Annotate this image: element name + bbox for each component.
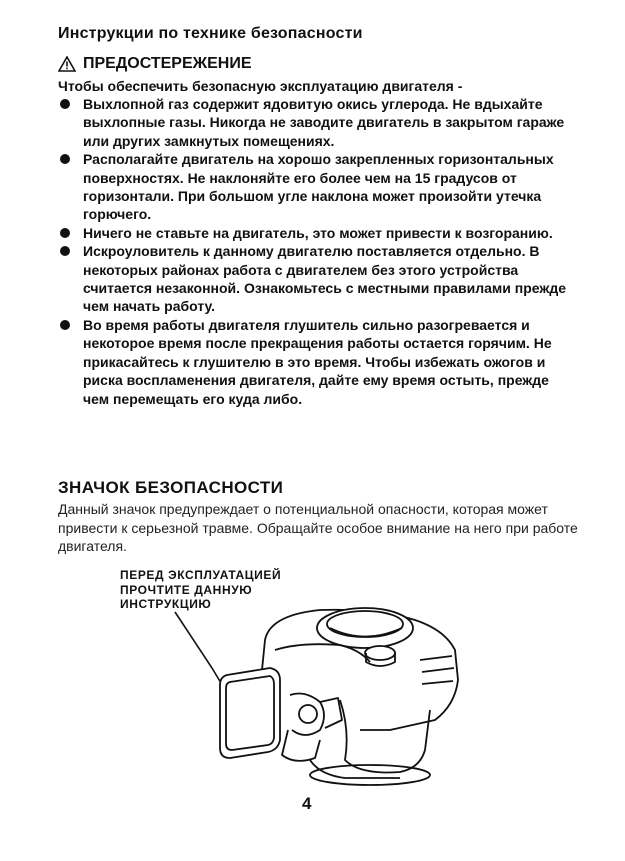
bullet-icon	[60, 320, 70, 330]
warning-triangle-icon	[58, 56, 76, 72]
bullet-icon	[60, 154, 70, 164]
bullet-icon	[60, 246, 70, 256]
engine-illustration	[170, 590, 470, 790]
figure-label: ПЕРЕД ЭКСПЛУАТАЦИЕЙ ПРОЧТИТЕ ДАННУЮ ИНСТРУКЦИЮ	[120, 568, 282, 611]
list-item: Ничего не ставьте на двигатель, это может привести к возгоранию.	[58, 224, 578, 242]
bullet-icon	[60, 228, 70, 238]
warning-title: ПРЕДОСТЕРЕЖЕНИЕ	[83, 55, 252, 72]
safety-sign-text: Данный значок предупреждает о потенциальной опасности, которая может привести к серьезной травме. Обращайте особое внимание на него при работе двигателя.	[58, 501, 578, 554]
page-heading: Инструкции по технике безопасности	[58, 25, 363, 42]
list-item: Во время работы двигателя глушитель сильно разогревается и некоторое время после прекращения работы остается горячим. Не прикасайтесь к глушителю в это время. Чтобы избежать ожогов и риска воспламенения двигателя, дайте ему время остыть, прежде чем перемещать его куда либо.	[58, 316, 578, 408]
warning-heading	[58, 55, 252, 73]
bullet-icon	[60, 99, 70, 109]
list-item: Располагайте двигатель на хорошо закрепленных горизонтальных поверхностях. Не наклоняйте его более чем на 15 градусов от горизонтали. При большом угле наклона может произойти утечка горючего.	[58, 150, 578, 224]
warning-list	[58, 95, 578, 408]
warning-intro: Чтобы обеспечить безопасную эксплуатацию двигателя -	[58, 78, 463, 94]
list-item: Искроуловитель к данному двигателю поставляется отдельно. В некоторых районах работа с двигателем без этого устройства считается незаконной. Ознакомьтесь с местными правилами прежде чем начать работу.	[58, 242, 578, 316]
list-item: Выхлопной газ содержит ядовитую окись углерода. Не вдыхайте выхлопные газы. Никогда не заводите двигатель в закрытом гараже или других замкнутых помещениях.	[58, 95, 578, 150]
safety-sign-title: ЗНАЧОК БЕЗОПАСНОСТИ	[58, 478, 284, 497]
page-number: 4	[302, 794, 312, 813]
